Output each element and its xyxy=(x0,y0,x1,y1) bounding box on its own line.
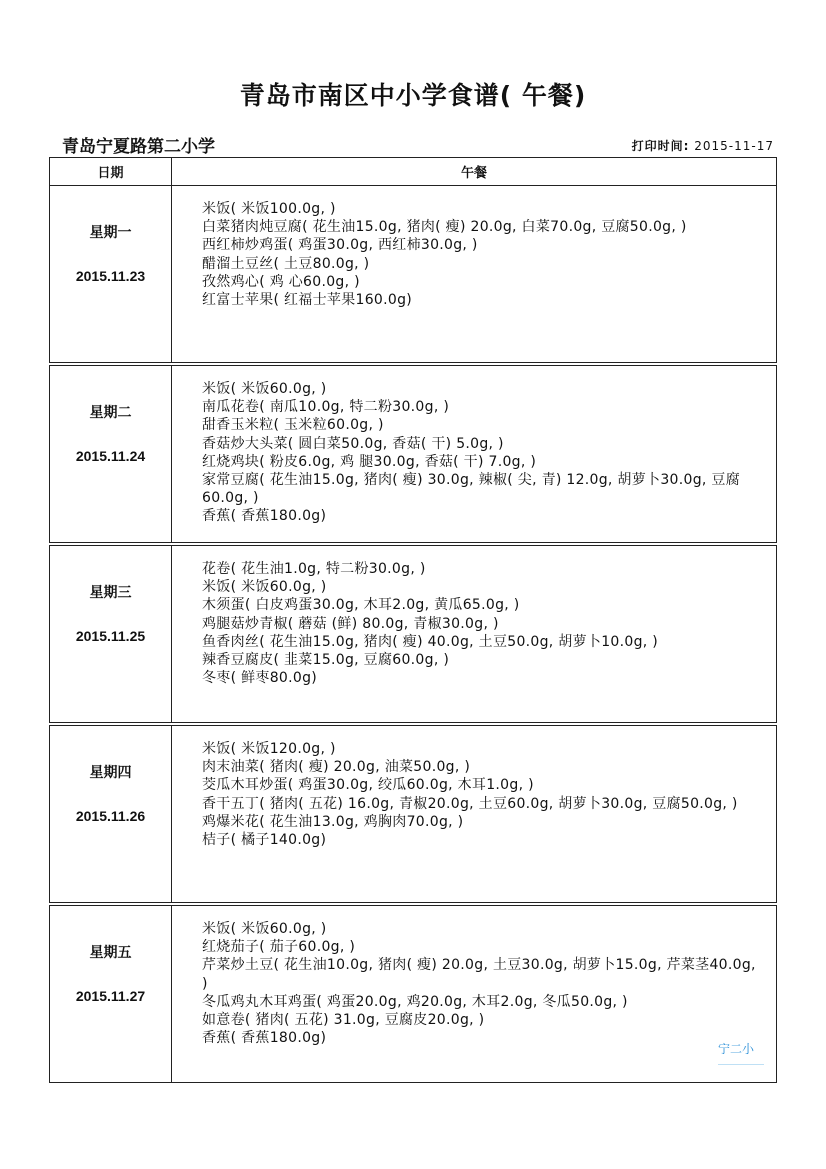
dish-item: 醋溜土豆丝( 土豆80.0g, ) xyxy=(202,255,370,272)
dish-item: 如意卷( 猪肉( 五花) 31.0g, 豆腐皮20.0g, ) xyxy=(202,1012,485,1029)
print-time-value: 2015-11-17 xyxy=(694,139,774,153)
lunch-cell xyxy=(172,186,777,363)
lunch-cell xyxy=(172,546,777,723)
dish-item: 西红柿炒鸡蛋( 鸡蛋30.0g, 西红柿30.0g, ) xyxy=(202,237,478,254)
dish-item: 南瓜花卷( 南瓜10.0g, 特二粉30.0g, ) xyxy=(202,399,450,416)
table-row xyxy=(50,726,777,903)
dish-list xyxy=(172,186,776,309)
dish-item: 香蕉( 香蕉180.0g) xyxy=(202,508,327,525)
dish-item: 鸡爆米花( 花生油13.0g, 鸡胸肉70.0g, ) xyxy=(202,813,464,830)
dish-item: 米饭( 米饭100.0g, ) xyxy=(202,201,336,217)
dish-item: 鱼香肉丝( 花生油15.0g, 猪肉( 瘦) 40.0g, 土豆50.0g, 胡萝卜10.0g, ) xyxy=(202,633,659,650)
lunch-cell xyxy=(172,366,777,543)
date-label: 2015.11.26 xyxy=(75,808,146,824)
dish-item: 香蕉( 香蕉180.0g) xyxy=(202,1030,327,1047)
date-cell xyxy=(50,726,172,903)
dish-item: 甜香玉米粒( 玉米粒60.0g, ) xyxy=(202,417,384,434)
date-cell xyxy=(50,546,172,723)
dish-item: 红烧鸡块( 粉皮6.0g, 鸡 腿30.0g, 香菇( 干) 7.0g, ) xyxy=(202,453,537,470)
dish-list xyxy=(172,726,776,849)
dish-item: 米饭( 米饭60.0g, ) xyxy=(202,381,327,397)
dish-item: 芹菜炒土豆( 花生油10.0g, 猪肉( 瘦) 20.0g, 土豆30.0g, 胡萝卜15.0g, 芹菜茎40.0g, ) xyxy=(202,957,756,992)
dish-item: 红烧茄子( 茄子60.0g, ) xyxy=(202,939,356,956)
dish-item: 白菜猪肉炖豆腐( 花生油15.0g, 猪肉( 瘦) 20.0g, 白菜70.0g, 豆腐50.0g, ) xyxy=(202,219,687,236)
date-cell xyxy=(50,366,172,543)
dish-item: 米饭( 米饭60.0g, ) xyxy=(202,579,327,596)
dish-item: 鸡腿菇炒青椒( 蘑菇 (鲜) 80.0g, 青椒30.0g, ) xyxy=(202,615,499,632)
date-label: 2015.11.25 xyxy=(75,628,146,644)
weekday-label: 星期二 xyxy=(89,405,132,421)
weekday-label: 星期四 xyxy=(89,765,132,781)
table-row xyxy=(50,186,777,363)
weekday-label: 星期三 xyxy=(89,585,132,601)
date-label: 2015.11.24 xyxy=(75,448,146,464)
dish-item: 红富士苹果( 红福士苹果160.0g) xyxy=(202,292,413,309)
dish-item: 孜然鸡心( 鸡 心60.0g, ) xyxy=(202,273,360,290)
dish-item: 米饭( 米饭120.0g, ) xyxy=(202,741,336,757)
table-row xyxy=(50,366,777,543)
dish-item: 冬瓜鸡丸木耳鸡蛋( 鸡蛋20.0g, 鸡20.0g, 木耳2.0g, 冬瓜50.0g, ) xyxy=(202,993,628,1010)
weekday-label: 星期五 xyxy=(89,945,132,961)
dish-list xyxy=(172,906,776,1047)
dish-item: 茭瓜木耳炒蛋( 鸡蛋30.0g, 绞瓜60.0g, 木耳1.0g, ) xyxy=(202,777,534,794)
menu-table xyxy=(49,157,777,1083)
dish-list xyxy=(172,366,776,526)
dish-item: 家常豆腐( 花生油15.0g, 猪肉( 瘦) 30.0g, 辣椒( 尖, 青) 12.0g, 胡萝卜30.0g, 豆腐60.0g, ) xyxy=(202,472,740,507)
dish-list xyxy=(172,546,776,687)
column-header-date: 日期 xyxy=(50,158,172,186)
date-label: 2015.11.27 xyxy=(75,988,146,1004)
dish-item: 花卷( 花生油1.0g, 特二粉30.0g, ) xyxy=(202,561,426,577)
date-cell xyxy=(50,186,172,363)
lunch-cell xyxy=(172,726,777,903)
table-header-row xyxy=(50,158,777,186)
dish-item: 冬枣( 鲜枣80.0g) xyxy=(202,670,318,687)
dish-item: 辣香豆腐皮( 韭菜15.0g, 豆腐60.0g, ) xyxy=(202,652,450,669)
dish-item: 香干五丁( 猪肉( 五花) 16.0g, 青椒20.0g, 土豆60.0g, 胡萝卜30.0g, 豆腐50.0g, ) xyxy=(202,795,738,812)
menu-body xyxy=(50,186,777,1083)
dish-item: 木须蛋( 白皮鸡蛋30.0g, 木耳2.0g, 黄瓜65.0g, ) xyxy=(202,597,520,614)
dish-item: 桔子( 橘子140.0g) xyxy=(202,832,327,849)
print-time-label: 打印时间: xyxy=(631,139,690,153)
dish-item: 肉末油菜( 猪肉( 瘦) 20.0g, 油菜50.0g, ) xyxy=(202,759,471,776)
lunch-cell xyxy=(172,906,777,1083)
weekday-label: 星期一 xyxy=(89,225,132,241)
column-header-lunch: 午餐 xyxy=(172,158,777,186)
date-label: 2015.11.23 xyxy=(75,268,146,284)
print-time xyxy=(632,137,774,154)
date-cell xyxy=(50,906,172,1083)
dish-item: 米饭( 米饭60.0g, ) xyxy=(202,921,327,937)
page-title: 青岛市南区中小学食谱( 午餐) xyxy=(239,81,587,110)
school-stamp: 宁二小 xyxy=(718,1042,755,1056)
table-row xyxy=(50,546,777,723)
school-name: 青岛宁夏路第二小学 xyxy=(62,137,215,157)
dish-item: 香菇炒大头菜( 圆白菜50.0g, 香菇( 干) 5.0g, ) xyxy=(202,435,504,452)
table-row xyxy=(50,906,777,1083)
